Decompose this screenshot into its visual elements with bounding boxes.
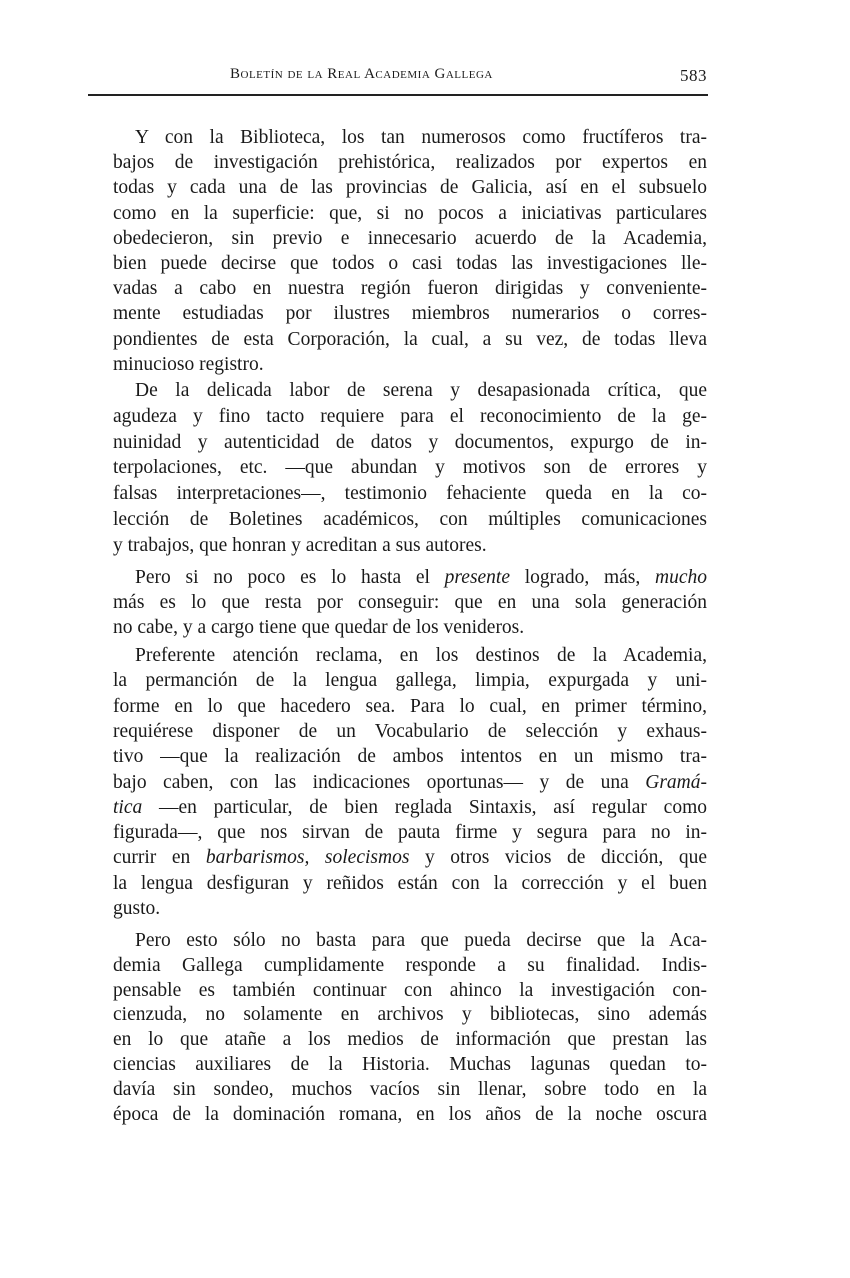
text-segment: —en particular, de bien reglada Sintaxis, así regular como (142, 796, 707, 818)
italic-text: Gramá- (645, 771, 707, 793)
text-segment: Pero esto sólo no basta para que pueda decirse que la Aca- (135, 930, 707, 951)
text-segment: terpolaciones, etc. —que abundan y motivos son de errores y (113, 457, 707, 479)
text-segment: Pero si no poco es lo hasta el (135, 567, 445, 588)
text-line (113, 1053, 707, 1077)
text-line (113, 821, 707, 845)
text-segment: requiérese disponer de un Vocabulario de selección y exhaus- (113, 720, 707, 742)
text-line (113, 379, 707, 403)
text-line (113, 176, 707, 200)
text-segment: Y con la Biblioteca, los tan numerosos como fructíferos tra- (135, 127, 707, 148)
text-segment: minucioso registro. (113, 353, 264, 375)
text-line (113, 277, 707, 301)
text-segment: bajo caben, con las indicaciones oportunas— y de una (113, 771, 646, 793)
text-segment: época de la dominación romana, en los años de la noche oscura (113, 1103, 707, 1125)
text-segment: no cabe, y a cargo tiene que quedar de los venideros. (113, 617, 525, 639)
text-segment: vadas a cabo en nuestra región fueron dirigidas y conveniente- (113, 278, 707, 300)
text-segment: bien puede decirse que todos o casi todas las investigaciones lle- (113, 253, 707, 274)
text-line (113, 669, 707, 693)
text-line (113, 846, 707, 870)
text-segment: todas y cada una de las provincias de Galicia, así en el subsuelo (113, 177, 707, 199)
text-line (113, 534, 707, 558)
text-segment: pondientes de esta Corporación, la cual, a su vez, de todas lleva (113, 328, 707, 350)
text-line (113, 796, 707, 820)
text-line (113, 151, 707, 175)
text-segment: figurada—, que nos sirvan de pauta firme y segura para no in- (113, 822, 707, 844)
text-line (113, 328, 707, 352)
text-segment: como en la superficie: que, si no pocos a iniciativas particulares (113, 202, 707, 224)
text-line (113, 456, 707, 480)
text-segment: demia Gallega cumplidamente responde a su finalidad. Indis- (113, 954, 707, 976)
text-segment: la permanción de la lengua gallega, limpia, expurgada y uni- (113, 670, 707, 692)
page-header (113, 66, 707, 90)
text-line (113, 1078, 707, 1102)
text-segment: logrado, más, (510, 567, 655, 588)
text-segment: falsas interpretaciones—, testimonio fehaciente queda en la co- (113, 483, 707, 505)
text-segment: Preferente atención reclama, en los destinos de la Academia, (135, 645, 707, 666)
text-segment: mente estudiadas por ilustres miembros numerarios o corres- (113, 303, 707, 325)
text-line (113, 720, 707, 744)
text-line (113, 979, 707, 1003)
header-rule (88, 94, 708, 96)
text-segment: lección de Boletines académicos, con múltiples comunicaciones (113, 509, 707, 530)
italic-text: barbarismos, solecismos (205, 847, 410, 869)
text-line (113, 771, 707, 795)
text-line (113, 126, 707, 150)
text-line (113, 566, 707, 590)
text-line (113, 695, 707, 719)
text-segment: gusto. (113, 898, 161, 919)
text-line (113, 929, 707, 953)
text-line (113, 405, 707, 429)
text-segment: pensable es también continuar con ahinco la investigación con- (113, 979, 707, 1001)
italic-text: presente (444, 567, 511, 588)
text-segment: la lengua desfiguran y reñidos están con la corrección y el buen (113, 872, 707, 894)
italic-text: mucho (654, 567, 707, 588)
text-segment: y trabajos, que honran y acreditan a sus autores. (113, 534, 487, 556)
text-segment: en lo que atañe a los medios de información que prestan las (113, 1029, 707, 1051)
text-segment: más es lo que resta por conseguir: que en una sola generación (113, 592, 707, 614)
text-segment: De la delicada labor de serena y desapasionada crítica, que (135, 380, 707, 401)
text-line (113, 482, 707, 506)
text-segment: agudeza y fino tacto requiere para el reconocimiento de la ge- (113, 405, 707, 427)
text-line (113, 954, 707, 978)
page-number: 583 (680, 66, 707, 85)
text-segment: currir en (113, 847, 206, 869)
text-line (113, 302, 707, 326)
text-line (113, 1103, 707, 1127)
text-line (113, 431, 707, 455)
text-line (113, 252, 707, 276)
text-segment: tivo —que la realización de ambos intentos en un mismo tra- (113, 746, 707, 768)
text-segment: bajos de investigación prehistórica, realizados por expertos en (113, 152, 707, 174)
text-line (113, 616, 707, 640)
italic-text: tica (113, 796, 143, 818)
text-segment: obedecieron, sin previo e innecesario acuerdo de la Academia, (113, 227, 707, 249)
text-segment: nuinidad y autenticidad de datos y documentos, expurgo de in- (113, 431, 707, 453)
text-line (113, 644, 707, 668)
text-line (113, 897, 707, 921)
text-segment: cienzuda, no solamente en archivos y bibliotecas, sino además (113, 1004, 707, 1026)
running-title: Boletín de la Real Academia Gallega (230, 66, 493, 82)
text-line (113, 227, 707, 251)
text-line (113, 872, 707, 896)
text-line (113, 1003, 707, 1027)
text-line (113, 202, 707, 226)
text-line (113, 745, 707, 769)
text-segment: davía sin sondeo, muchos vacíos sin llenar, sobre todo en la (113, 1078, 707, 1100)
text-line (113, 1028, 707, 1052)
text-line (113, 508, 707, 532)
text-line (113, 353, 707, 377)
text-line (113, 591, 707, 615)
text-segment: ciencias auxiliares de la Historia. Muchas lagunas quedan to- (113, 1054, 707, 1075)
text-segment: y otros vicios de dicción, que (409, 847, 707, 869)
text-segment: forme en lo que hacedero sea. Para lo cual, en primer término, (113, 695, 707, 717)
